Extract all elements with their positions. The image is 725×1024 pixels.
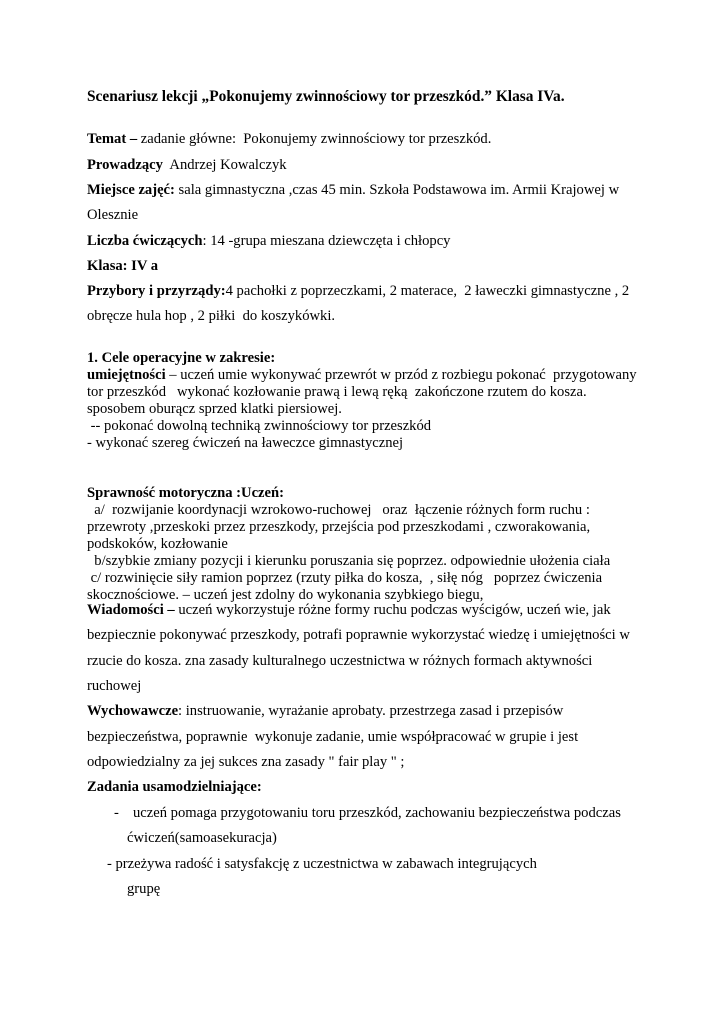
wiadomosci-line xyxy=(87,602,611,619)
zadania-item: - przeżywa radość i satysfakcję z uczestnictwa w zabawach integrujących xyxy=(107,856,537,872)
temat-text: zadanie główne: Pokonujemy zwinnościowy tor przeszkód. xyxy=(137,131,492,147)
sprawnosc-line: c/ rozwinięcie siły ramion poprzez (rzuty piłka do kosza, , siłę nóg poprzez ćwiczenia xyxy=(87,570,603,586)
miejsce-text-cont: Olesznie xyxy=(87,207,139,223)
sprawnosc-line: skocznościowe. – uczeń jest zdolny do wykonania szybkiego biegu, xyxy=(87,587,484,603)
zadania-marker: - xyxy=(114,805,119,821)
temat-label: Temat – xyxy=(87,131,138,147)
prowadzacy-text: Andrzej Kowalczyk xyxy=(162,157,287,173)
miejsce-label: Miejsce zajęć: xyxy=(87,182,175,198)
document-title: Scenariusz lekcji „Pokonujemy zwinnościowy tor przeszkód.” Klasa IVa. xyxy=(87,88,565,105)
cele-line: sposobem oburącz sprzed klatki piersiowej. xyxy=(87,401,342,417)
klasa-label: Klasa: IV a xyxy=(87,258,159,274)
liczba-label: Liczba ćwiczących xyxy=(87,233,203,249)
wiadomosci-text: uczeń wykorzystuje różne formy ruchu podczas wyścigów, uczeń wie, jak xyxy=(174,602,611,618)
prowadzacy-line xyxy=(87,157,287,174)
miejsce-line xyxy=(87,182,619,199)
prowadzacy-label: Prowadzący xyxy=(87,157,163,173)
przybory-line xyxy=(87,283,629,300)
zadania-heading: Zadania usamodzielniające: xyxy=(87,779,262,795)
wiadomosci-cont: rzucie do kosza. zna zasady kulturalnego uczestnictwa w różnych formach aktywności xyxy=(87,653,593,669)
umiejetnosci-label: umiejętności xyxy=(87,367,166,383)
przybory-text: 4 pachołki z poprzeczkami, 2 materace, 2 ławeczki gimnastyczne , 2 xyxy=(225,283,630,299)
umiejetnosci-text: – uczeń umie wykonywać przewrót w przód z rozbiegu pokonać przygotowany xyxy=(165,367,637,383)
sprawnosc-line: a/ rozwijanie koordynacji wzrokowo-ruchowej oraz łączenie różnych form ruchu : xyxy=(87,502,590,518)
wychowawcze-label: Wychowawcze xyxy=(87,703,179,719)
przybory-label: Przybory i przyrządy: xyxy=(87,283,226,299)
zadania-item-cont: ćwiczeń(samoasekuracja) xyxy=(127,830,277,846)
umiejetnosci-line xyxy=(87,367,637,384)
cele-heading: 1. Cele operacyjne w zakresie: xyxy=(87,350,276,366)
cele-line: -- pokonać dowolną techniką zwinnościowy tor przeszkód xyxy=(87,418,432,434)
wychowawcze-text: : instruowanie, wyrażanie aprobaty. przestrzega zasad i przepisów xyxy=(178,703,564,719)
liczba-line xyxy=(87,233,450,250)
cele-line: - wykonać szereg ćwiczeń na ławeczce gimnastycznej xyxy=(87,435,404,451)
wychowawcze-cont: odpowiedzialny za jej sukces zna zasady " fair play " ; xyxy=(87,754,405,770)
liczba-text: : 14 -grupa mieszana dziewczęta i chłopcy xyxy=(202,233,451,249)
cele-line: tor przeszkód wykonać kozłowanie prawą i lewą ręką zakończone rzutem do kosza. xyxy=(87,384,587,400)
zadania-item: uczeń pomaga przygotowaniu toru przeszkód, zachowaniu bezpieczeństwa podczas xyxy=(133,805,621,821)
wiadomosci-cont: ruchowej xyxy=(87,678,142,694)
przybory-text-cont: obręcze hula hop , 2 piłki do koszykówki. xyxy=(87,308,336,324)
wychowawcze-cont: bezpieczeństwa, poprawnie wykonuje zadanie, umie współpracować w grupie i jest xyxy=(87,729,579,745)
sprawnosc-line: b/szybkie zmiany pozycji i kierunku poruszania się poprzez. odpowiednie ułożenia ciała xyxy=(87,553,611,569)
wiadomosci-label: Wiadomości – xyxy=(87,602,175,618)
miejsce-text: sala gimnastyczna ,czas 45 min. Szkoła Podstawowa im. Armii Krajowej w xyxy=(174,182,620,198)
wychowawcze-line xyxy=(87,703,563,720)
wiadomosci-cont: bezpiecznie pokonywać przeszkody, potrafi poprawnie wykorzystać wiedzę i umiejętności w xyxy=(87,627,630,643)
sprawnosc-line: podskoków, kozłowanie xyxy=(87,536,228,552)
temat-line xyxy=(87,131,491,148)
sprawnosc-heading: Sprawność motoryczna :Uczeń: xyxy=(87,485,284,501)
zadania-item-cont: grupę xyxy=(127,881,161,897)
sprawnosc-line: przewroty ,przeskoki przez przeszkody, przejścia pod przeszkodami , czworakowania, xyxy=(87,519,591,535)
